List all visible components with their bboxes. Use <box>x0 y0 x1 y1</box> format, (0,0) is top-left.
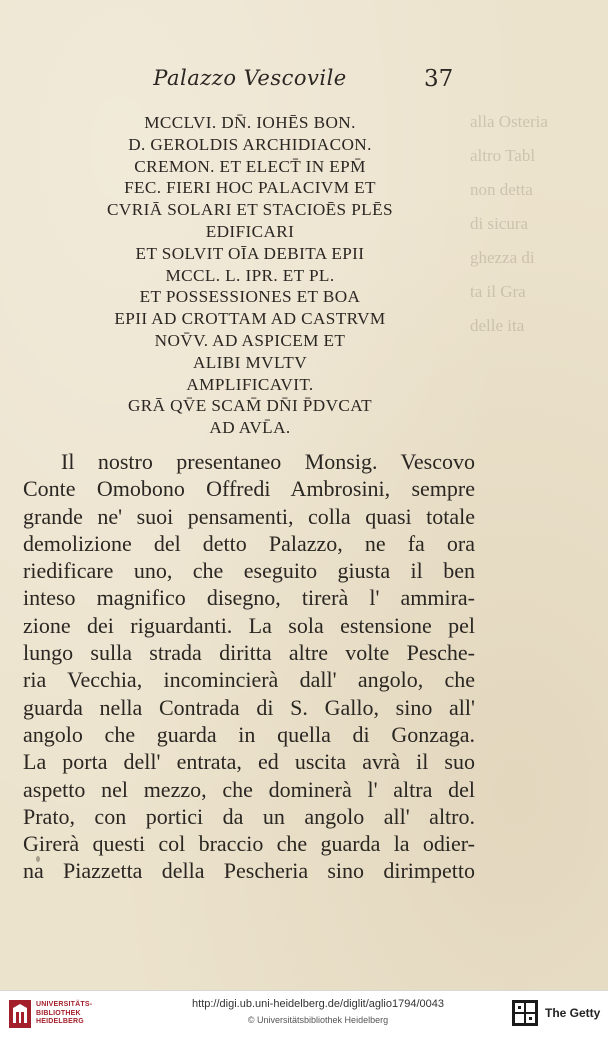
bleed-through-text: delle ita <box>470 316 525 335</box>
body-line: La porta dell' entrata, ed uscita avrà il suo <box>23 749 475 775</box>
ink-speck <box>36 856 40 862</box>
running-header <box>0 66 608 96</box>
inscription-line: D. GEROLDIS ARCHIDIACON. <box>128 134 372 154</box>
inscription-line: ET POSSESSIONES ET BOA <box>139 287 361 307</box>
body-line: angolo che guarda in quella di Gonzaga. <box>23 721 475 747</box>
body-line: Girerà questi col braccio che guarda la odier- <box>23 831 475 857</box>
inscription-line: NOV̄V. AD ASPICEM ET <box>154 330 346 350</box>
copyright-notice: © Universitätsbibliothek Heidelberg <box>247 1015 389 1025</box>
inscription-line: EDIFICARI <box>205 221 295 241</box>
university-library-logo-icon <box>8 999 32 1029</box>
bleed-through-text: alla Osteria <box>470 112 548 131</box>
getty-name: The Getty <box>545 1006 601 1020</box>
library-name <box>36 1001 92 1027</box>
bleed-through-text: di sicura <box>470 214 529 233</box>
getty-logo-icon <box>512 1000 538 1026</box>
body-line: lungo sulla strada diritta altre volte Pesche- <box>23 640 475 666</box>
bleed-through-text: ta il Gra <box>470 282 526 301</box>
library-name-line: BIBLIOTHEK <box>36 1009 81 1017</box>
inscription-line: MCCL. L. IPR. ET PL. <box>165 265 335 285</box>
body-paragraph <box>23 448 475 885</box>
body-line: na Piazzetta della Pescheria sino dirimpetto <box>23 858 475 884</box>
inscription-line: CREMON. ET ELECT̄ IN EPM̄ <box>134 156 366 176</box>
body-line: riedificare uno, che eseguito giusta il ben <box>23 558 475 584</box>
body-line: Conte Omobono Offredi Ambrosini, sempre <box>23 476 475 502</box>
body-line: aspetto nel mezzo, che dominerà l' altra del <box>23 776 475 802</box>
body-line: grande ne' suoi pensamenti, colla quasi totale <box>23 503 475 529</box>
inscription-line: AD AVL̄A. <box>209 418 291 438</box>
library-name-line: HEIDELBERG <box>36 1018 84 1025</box>
body-line: inteso magnifico disegno, tirerà l' ammira- <box>23 585 475 611</box>
body-line: zione dei riguardanti. La sola estensione pel <box>23 612 475 638</box>
inscription-line: ALIBI MVLTV <box>192 352 308 372</box>
inscription-line: MCCLVI. DN̄. IOHĒS BON. <box>144 113 356 132</box>
inscription-line: AMPLIFICAVIT. <box>186 374 314 394</box>
library-name-line: UNIVERSITÄTS- <box>36 1001 93 1008</box>
inscription-line: FEC. FIERI HOC PALACIVM ET <box>124 178 376 198</box>
body-line: demolizione del detto Palazzo, ne fa ora <box>23 530 475 556</box>
bleed-through-text: non detta <box>470 180 533 199</box>
inscription-line: ET SOLVIT OĪA DEBITA EPII <box>135 243 365 263</box>
bleed-through-text: ghezza di <box>470 248 535 267</box>
inscription-block <box>0 112 500 439</box>
body-line: Prato, con portici da un angolo all' altro. <box>23 803 475 829</box>
inscription-line: EPII AD CROTTAM AD CASTRVM <box>114 309 386 329</box>
inscription-line: GRĀ QV̄E SCAM̄ DN̄I P̄DVCAT <box>127 396 373 416</box>
body-line: guarda nella Contrada di S. Gallo, sino all' <box>23 694 475 720</box>
permalink-url[interactable]: http://digi.ub.uni-heidelberg.de/diglit/aglio1794/0043 <box>192 998 444 1010</box>
footer-bar <box>0 990 608 1039</box>
inscription-line: CVRIĀ SOLARI ET STACIOĒS PLĒS <box>107 200 393 220</box>
page-number: 37 <box>424 66 454 92</box>
body-line: Il nostro presentaneo Monsig. Vescovo <box>61 449 475 474</box>
bleed-through-text: altro Tabl <box>470 146 536 165</box>
body-line: ria Vecchia, incomincierà dall' angolo, che <box>23 667 475 693</box>
running-title: Palazzo Vescovile <box>153 66 347 90</box>
